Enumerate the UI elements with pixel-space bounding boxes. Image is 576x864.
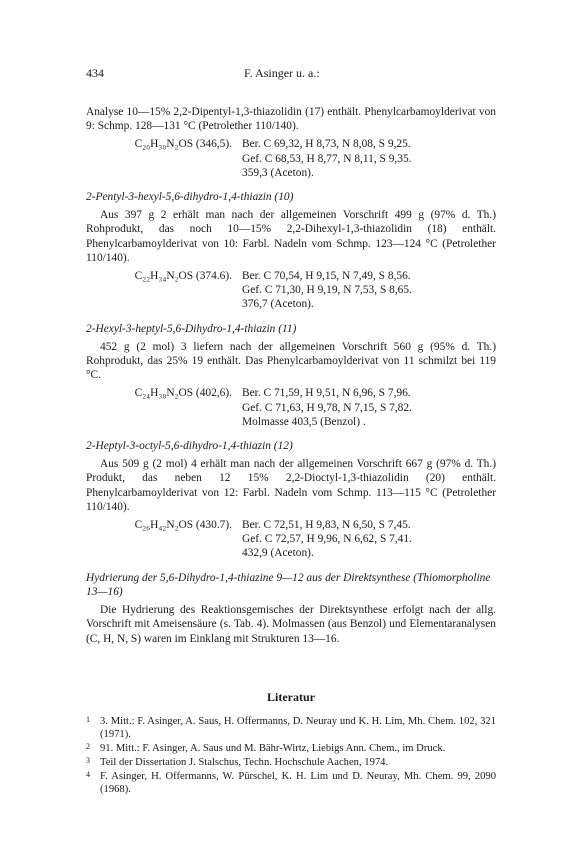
reference-text: 3. Mitt.: F. Asinger, A. Saus, H. Offermanns, D. Neuray und K. H. Lim, Mh. Chem. 102, 321 (1971). — [100, 715, 496, 740]
reference-number: 4 — [86, 769, 90, 779]
section-body: Die Hydrierung des Reaktionsgemisches der Direktsynthese erfolgt nach der allg. Vorschrift mit Ameisensäure (s. Tab. 4). Molmassen (aus Benzol) und Elementaranalysen (C, H, N, S) waren im Einklang mit Strukturen 13—16. — [86, 604, 496, 645]
literatur-heading: Literatur — [267, 689, 315, 704]
elemental-analysis — [86, 386, 496, 429]
section-title: 2-Heptyl-3-octyl-5,6-dihydro-1,4-thiazin (12) — [86, 440, 293, 453]
analysis-mass: 359,3 (Aceton). — [242, 166, 314, 179]
section-body: Aus 397 g 2 erhält man nach der allgemeinen Vorschrift 499 g (97% d. Th.) Rohprodukt, das noch 10—15% 2,2-Dihexyl-1,3-thiazolidin (18) enthält. Phenylcarbamoylderivat von 10: Farbl. Nadeln vom Schmp. 123—124 °C (Petrolether 110/140). — [86, 209, 496, 264]
section-title: 2-Hexyl-3-heptyl-5,6-Dihydro-1,4-thiazin (11) — [86, 322, 297, 335]
reference-number: 1 — [86, 714, 90, 724]
reference-item — [86, 715, 496, 741]
section-compound-11 — [86, 322, 496, 429]
intro-paragraph: Analyse 10—15% 2,2-Dipentyl-1,3-thiazolidin (17) enthält. Phenylcarbamoylderivat von 9: Schmp. 128—131 °C (Petrolether 110/140). — [86, 106, 496, 133]
analysis-calculated: Ber. C 72,51, H 9,83, N 6,50, S 7,45. — [242, 519, 411, 532]
molecular-formula: C₂₄H₃₈N₂OS (402,6). — [134, 387, 232, 400]
analysis-mass: 432,9 (Aceton). — [242, 547, 314, 560]
reference-number: 2 — [86, 741, 90, 751]
reference-text: F. Asinger, H. Offermanns, W. Pürschel, K. H. Lim und D. Neuray, Mh. Chem. 99, 2090 (1968). — [100, 770, 496, 795]
elemental-analysis — [86, 518, 496, 561]
analysis-calculated: Ber. C 69,32, H 8,73, N 8,08, S 9,25. — [242, 138, 411, 151]
page — [86, 66, 496, 797]
reference-text: Teil der Dissertation J. Stalschus, Techn. Hochschule Aachen, 1974. — [100, 756, 389, 768]
section-body: 452 g (2 mol) 3 liefern nach der allgemeinen Vorschrift 560 g (95% d. Th.) Rohprodukt, das 25% 19 enthält. Das Phenylcarbamoylderivat von 11 schmilzt bei 119 °C. — [86, 340, 496, 382]
section-compound-10 — [86, 190, 496, 312]
section-hydrierung — [86, 571, 496, 646]
section-compound-12 — [86, 439, 496, 561]
elemental-analysis — [86, 137, 496, 180]
reference-item — [86, 756, 496, 769]
analysis-calculated: Ber. C 71,59, H 9,51, N 6,96, S 7,96. — [242, 387, 411, 400]
section-title: Hydrierung der 5,6-Dihydro-1,4-thiazine 9—12 aus der Direktsynthese (Thiomorpholine 13—16) — [86, 571, 491, 598]
reference-item — [86, 770, 496, 796]
molecular-formula: C₂₀H₃₀N₂OS (346,5). — [134, 138, 232, 151]
reference-number: 3 — [86, 755, 90, 765]
reference-list — [86, 715, 496, 796]
analysis-found: Gef. C 71,30, H 9,19, N 7,53, S 8,65. — [242, 284, 412, 297]
analysis-found: Gef. C 71,63, H 9,78, N 7,15, S 7,82. — [242, 401, 412, 414]
reference-item — [86, 742, 496, 755]
molecular-formula: C₂₂H₃₄N₂OS (374.6). — [134, 270, 232, 283]
page-header — [86, 66, 496, 82]
analysis-mass: 376,7 (Aceton). — [242, 298, 314, 311]
reference-text: 91. Mitt.: F. Asinger, A. Saus und M. Bähr-Wirtz, Liebigs Ann. Chem., im Druck. — [100, 742, 446, 754]
analysis-mass: Molmasse 403,5 (Benzol) . — [242, 415, 366, 428]
molecular-formula: C₂₆H₄₂N₂OS (430.7). — [134, 519, 232, 532]
analysis-found: Gef. C 68,53, H 8,77, N 8,11, S 9,35. — [242, 152, 412, 165]
section-body: Aus 509 g (2 mol) 4 erhält man nach der allgemeinen Vorschrift 667 g (97% d. Th.) Produkt, das neben 12 15% 2,2-Dioctyl-1,3-thiazolidin (20) enthält. Phenylcarbamoylderivat von 12: Farbl. Nadeln vom Schmp. 113—115 °C (Petrolether 110/140). — [86, 458, 496, 513]
page-number: 434 — [86, 66, 104, 80]
running-title: F. Asinger u. a.: — [244, 66, 320, 80]
analysis-found: Gef. C 72,57, H 9,96, N 6,62, S 7,41. — [242, 533, 412, 546]
elemental-analysis — [86, 269, 496, 312]
analysis-calculated: Ber. C 70,54, H 9,15, N 7,49, S 8,56. — [242, 270, 411, 283]
section-title: 2-Pentyl-3-hexyl-5,6-dihydro-1,4-thiazin (10) — [86, 191, 294, 204]
